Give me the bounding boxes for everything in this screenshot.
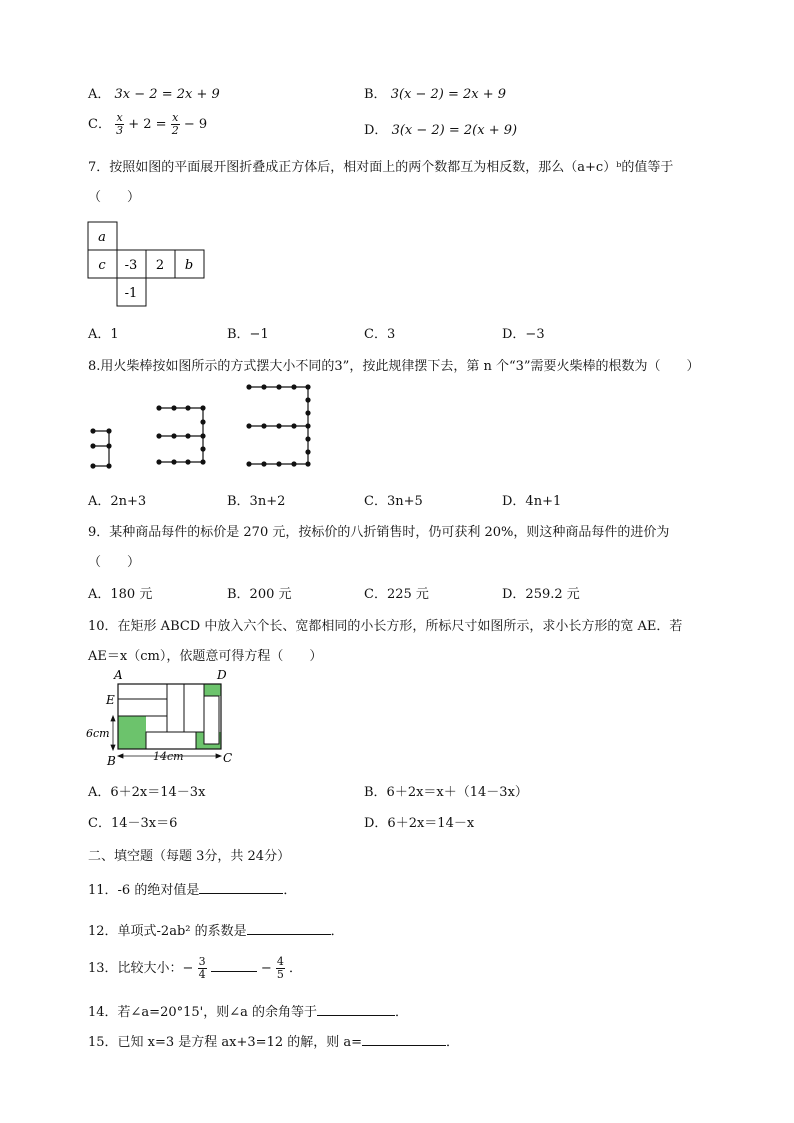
fig-label-a: A	[114, 668, 123, 682]
q10-question-line2: AE＝x（cm），依题意可得方程（ ）	[88, 649, 323, 664]
q7-option-d: D．−3	[502, 327, 545, 342]
q6-option-b: B． 3(x − 2) = 2x + 9	[364, 87, 507, 102]
q6-option-a: A． 3x − 2 = 2x + 9	[88, 87, 220, 102]
q9-question: 9．某种商品每件的标价是 270 元，按标价的八折销售时，仍可获利 20%，则这种商品每件的进价为	[88, 525, 670, 540]
q10-rectangle-figure	[86, 666, 246, 770]
q9-option-a: A．180 元	[88, 587, 153, 602]
fig-label-width: 14cm	[153, 750, 184, 763]
q15-answer-blank[interactable]	[362, 1033, 446, 1046]
q9-paren: （ ）	[88, 555, 141, 570]
net-n2: 2	[155, 258, 165, 273]
q10-option-c: C．14－3x＝6	[88, 816, 178, 831]
q15-question: 15．已知 x=3 是方程 ax+3=12 的解，则 a= ．	[88, 1035, 460, 1050]
q14-question: 14．若∠a=20°15'，则∠a 的余角等于 ．	[88, 1005, 409, 1020]
q9-option-b: B．200 元	[227, 587, 292, 602]
q10-option-a: A．6＋2x＝14－3x	[88, 785, 206, 800]
q10-option-b: B．6＋2x＝x＋（14－3x）	[364, 785, 528, 800]
net-c: c	[98, 258, 106, 273]
fig-label-c: C	[223, 751, 233, 765]
q7-option-c: C．3	[364, 327, 396, 342]
net-a: a	[98, 230, 106, 245]
q14-answer-blank[interactable]	[317, 1003, 395, 1016]
q8-option-c: C．3n+5	[364, 494, 423, 509]
q8-option-b: B．3n+2	[227, 494, 286, 509]
q7-paren: （ ）	[88, 190, 141, 205]
fig-label-height: 6cm	[86, 727, 110, 740]
q8-option-a: A．2n+3	[88, 494, 147, 509]
fig-label-e: E	[106, 693, 115, 707]
q7-cube-net	[86, 220, 206, 310]
net-n1: -3	[124, 258, 138, 273]
q12-answer-blank[interactable]	[247, 922, 331, 935]
q6-option-d: D． 3(x − 2) = 2(x + 9)	[364, 123, 518, 138]
q11-answer-blank[interactable]	[199, 881, 283, 894]
q8-option-d: D．4n+1	[502, 494, 562, 509]
q8-question: 8.用火柴棒按如图所示的方式摆大小不同的3”，按此规律摆下去，第 n 个“3”需要火柴棒的根数为（ ）	[88, 359, 700, 374]
q10-question-line1: 10．在矩形 ABCD 中放入六个长、宽都相同的小长方形，所标尺寸如图所示，求小长方形的宽 AE．若	[88, 619, 683, 634]
fig-label-b: B	[107, 754, 116, 768]
q8-matchstick-figure	[86, 380, 326, 475]
q7-option-b: B．−1	[227, 327, 269, 342]
q7-option-a: A．1	[88, 327, 119, 342]
q9-option-c: C．225 元	[364, 587, 429, 602]
q12-question: 12．单项式-2ab² 的系数是 ．	[88, 924, 344, 939]
net-n3: -1	[124, 286, 138, 301]
q13-question: 13．比较大小：− $\frac{3}{4}$ − $\frac{4}{5}$ ．	[88, 955, 303, 981]
q9-option-d: D．259.2 元	[502, 587, 580, 602]
net-b: b	[184, 258, 194, 273]
q13-answer-blank[interactable]	[211, 959, 257, 972]
q11-question: 11．-6 的绝对值是 ．	[88, 883, 297, 898]
q6-option-c: C． $\frac{x}{3}$ + 2 = $\frac{x}{2}$ − 9	[88, 111, 208, 137]
q10-option-d: D．6＋2x＝14－x	[364, 816, 475, 831]
q7-question: 7．按照如图的平面展开图折叠成正方体后，相对面上的两个数都互为相反数，那么（a+c）ᵇ的值等于	[88, 160, 674, 175]
fig-label-d: D	[217, 668, 227, 682]
section-2-heading: 二、填空题（每题 3分，共 24分）	[88, 849, 291, 864]
